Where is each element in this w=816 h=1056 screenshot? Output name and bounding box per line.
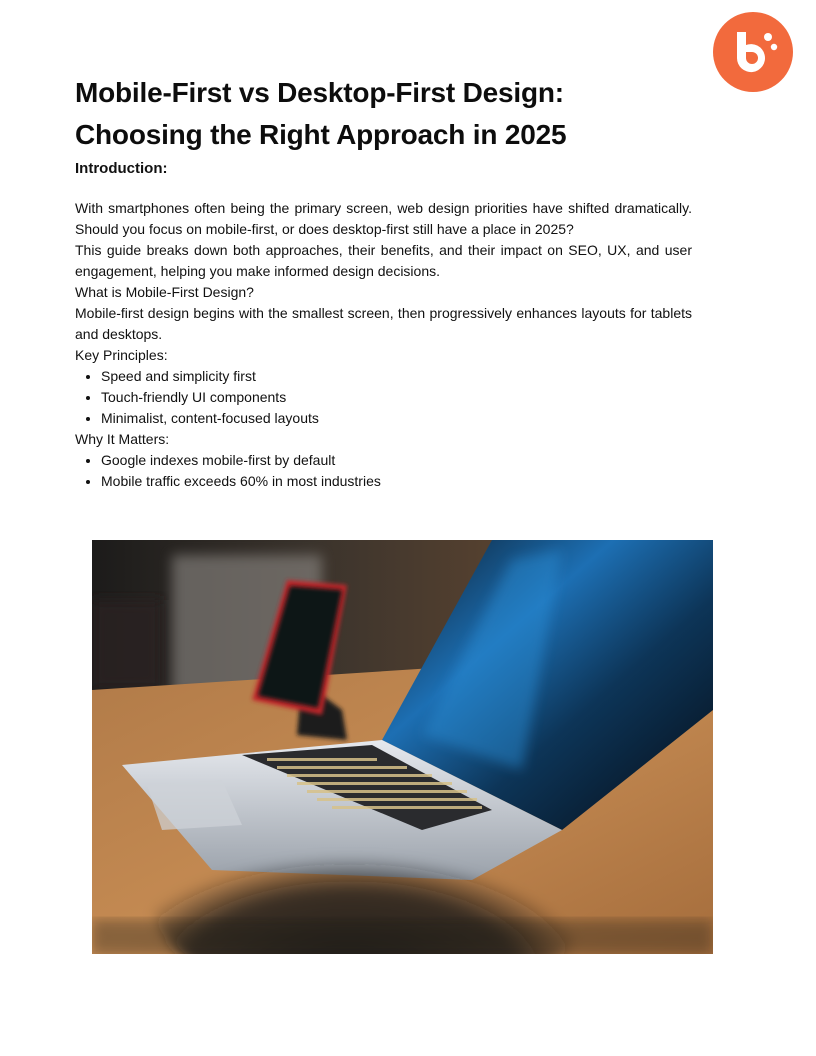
section-paragraph: Mobile-first design begins with the smallest screen, then progressively enhances layouts for tablets and desktops. xyxy=(75,305,692,342)
list-item: • Touch-friendly UI components xyxy=(101,387,692,408)
list-item: • Google indexes mobile-first by default xyxy=(101,450,692,471)
page-title: Mobile-First vs Desktop-First Design: Choosing the Right Approach in 2025 xyxy=(75,77,567,150)
list-item: • Mobile traffic exceeds 60% in most industries xyxy=(101,471,692,492)
why-label: Why It Matters: xyxy=(75,431,170,447)
brand-logo-icon xyxy=(713,12,793,92)
intro-heading: Introduction: xyxy=(75,160,168,177)
key-principles-label: Key Principles: xyxy=(75,347,168,363)
intro-paragraph-2: This guide breaks down both approaches, their benefits, and their impact on SEO, UX, and user engagement, helping you make informed design decisions. xyxy=(75,242,692,279)
list-item: • Speed and simplicity first xyxy=(101,366,692,387)
section-heading: What is Mobile-First Design? xyxy=(75,284,254,300)
why-list xyxy=(75,450,692,492)
key-principles-list xyxy=(75,366,692,429)
list-item: • Minimalist, content-focused layouts xyxy=(101,408,692,429)
laptop-desk-photo xyxy=(92,540,713,954)
intro-paragraph-1: With smartphones often being the primary screen, web design priorities have shifted dramatically. Should you focus on mobile-first, or does desktop-first still have a place in 2025? xyxy=(75,200,692,237)
article-body xyxy=(75,72,692,492)
